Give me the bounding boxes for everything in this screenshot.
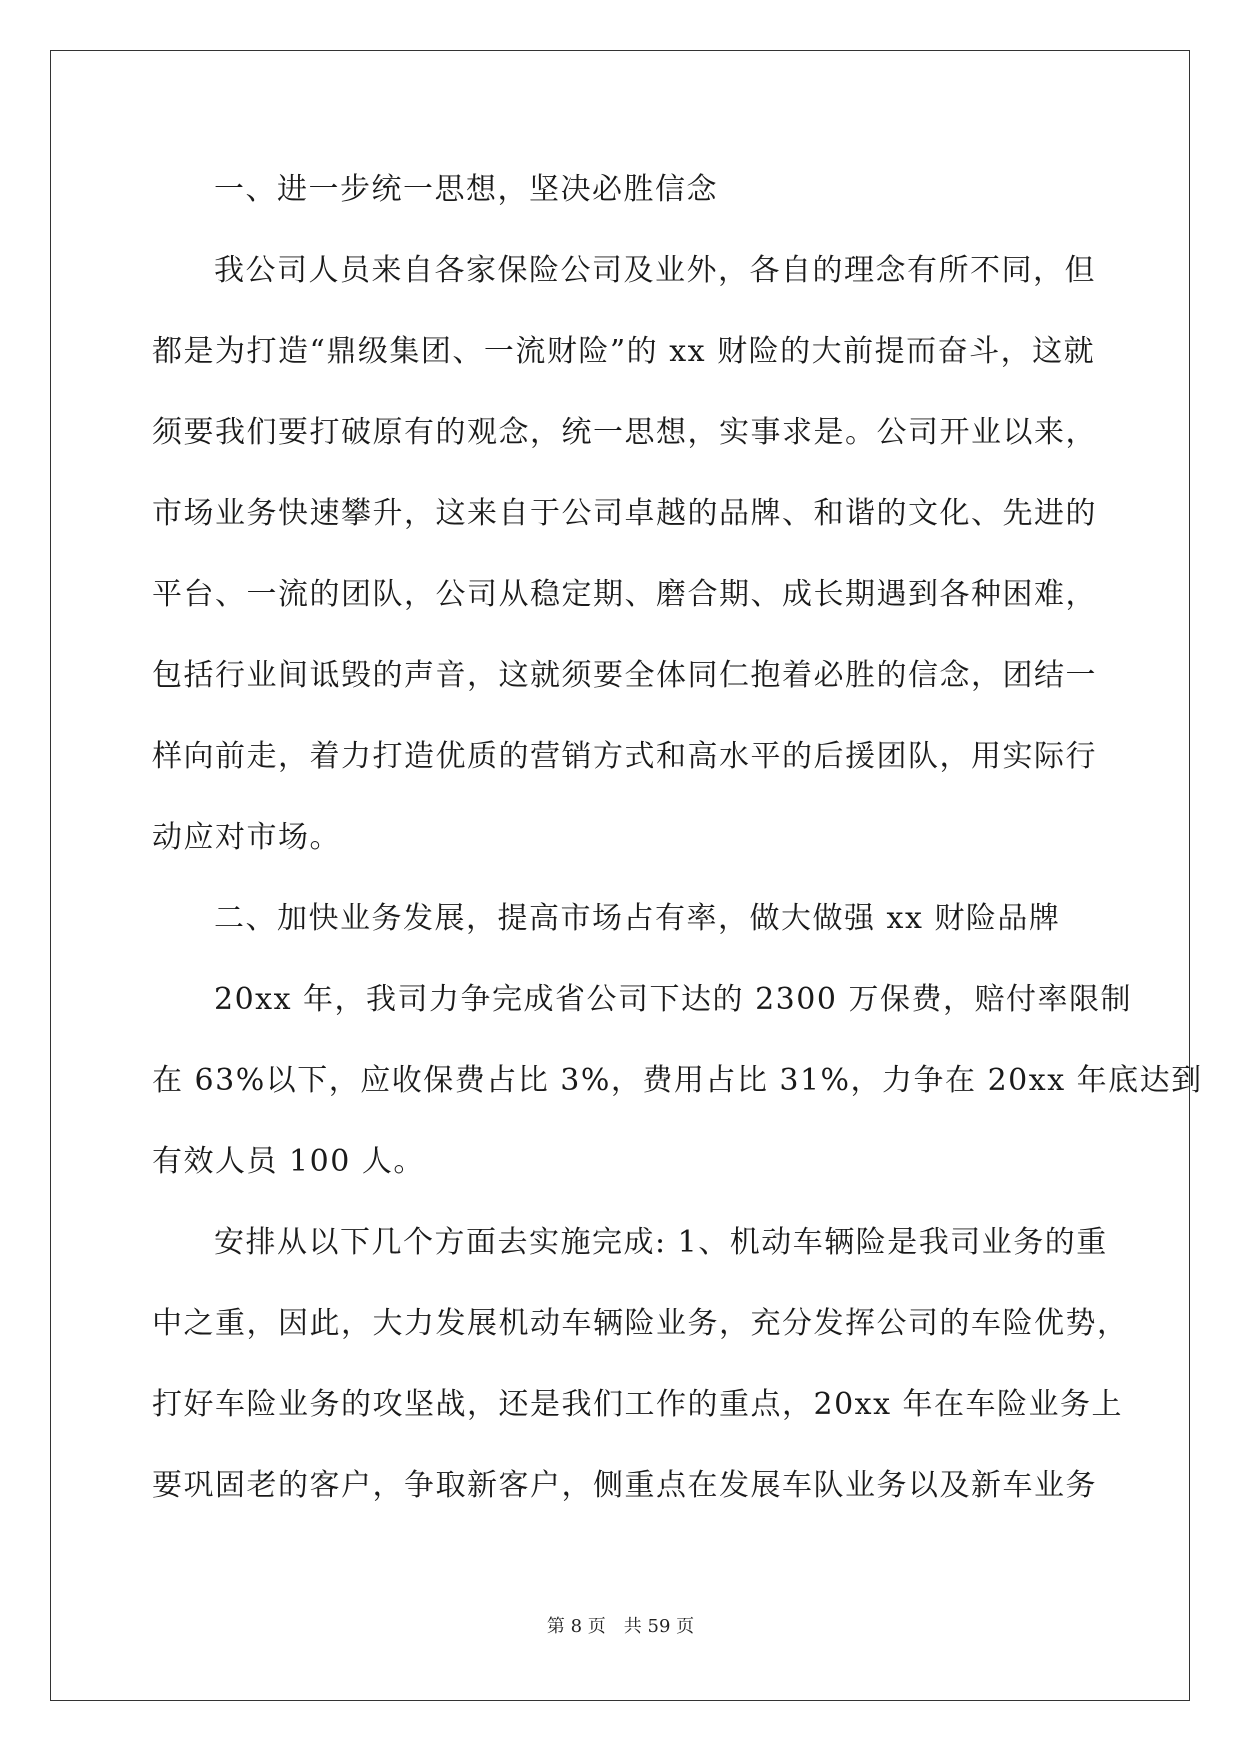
paragraph-line: 包括行业间诋毁的声音，这就须要全体同仁抱着必胜的信念，团结一 xyxy=(152,658,1097,693)
paragraph-line: 样向前走，着力打造优质的营销方式和高水平的后援团队，用实际行 xyxy=(152,739,1097,774)
paragraph-line: 须要我们要打破原有的观念，统一思想，实事求是。公司开业以来， xyxy=(152,415,1097,450)
paragraph-line: 要巩固老的客户，争取新客户，侧重点在发展车队业务以及新车业务 xyxy=(152,1468,1097,1503)
paragraph-line: 中之重，因此，大力发展机动车辆险业务，充分发挥公司的车险优势， xyxy=(152,1306,1129,1341)
paragraph-line: 我公司人员来自各家保险公司及业外，各自的理念有所不同，但 xyxy=(214,253,1096,288)
total-pages: 共 59 页 xyxy=(623,1616,695,1637)
paragraph-line: 市场业务快速攀升，这来自于公司卓越的品牌、和谐的文化、先进的 xyxy=(152,496,1097,531)
page-number: 第 8 页 xyxy=(546,1616,606,1637)
paragraph-line: 打好车险业务的攻坚战，还是我们工作的重点，20xx 年在车险业务上 xyxy=(152,1387,1124,1422)
paragraph-line: 在 63%以下，应收保费占比 3%，费用占比 31%，力争在 20xx 年底达到 xyxy=(152,1063,1203,1098)
paragraph-line: 有效人员 100 人。 xyxy=(152,1144,425,1179)
paragraph-line: 20xx 年，我司力争完成省公司下达的 2300 万保费，赔付率限制 xyxy=(214,982,1132,1017)
paragraph-line: 平台、一流的团队，公司从稳定期、磨合期、成长期遇到各种困难， xyxy=(152,577,1097,612)
paragraph-line: 安排从以下几个方面去实施完成: 1、机动车辆险是我司业务的重 xyxy=(214,1225,1108,1260)
document-body xyxy=(152,160,1203,1537)
page-footer xyxy=(0,1612,1241,1638)
section-heading-2: 二、加快业务发展，提高市场占有率，做大做强 xx 财险品牌 xyxy=(214,901,1061,936)
paragraph-line: 都是为打造“鼎级集团、一流财险”的 xx 财险的大前提而奋斗，这就 xyxy=(152,334,1096,369)
paragraph-line: 动应对市场。 xyxy=(152,820,341,855)
section-heading-1: 一、进一步统一思想，坚决必胜信念 xyxy=(214,172,718,207)
